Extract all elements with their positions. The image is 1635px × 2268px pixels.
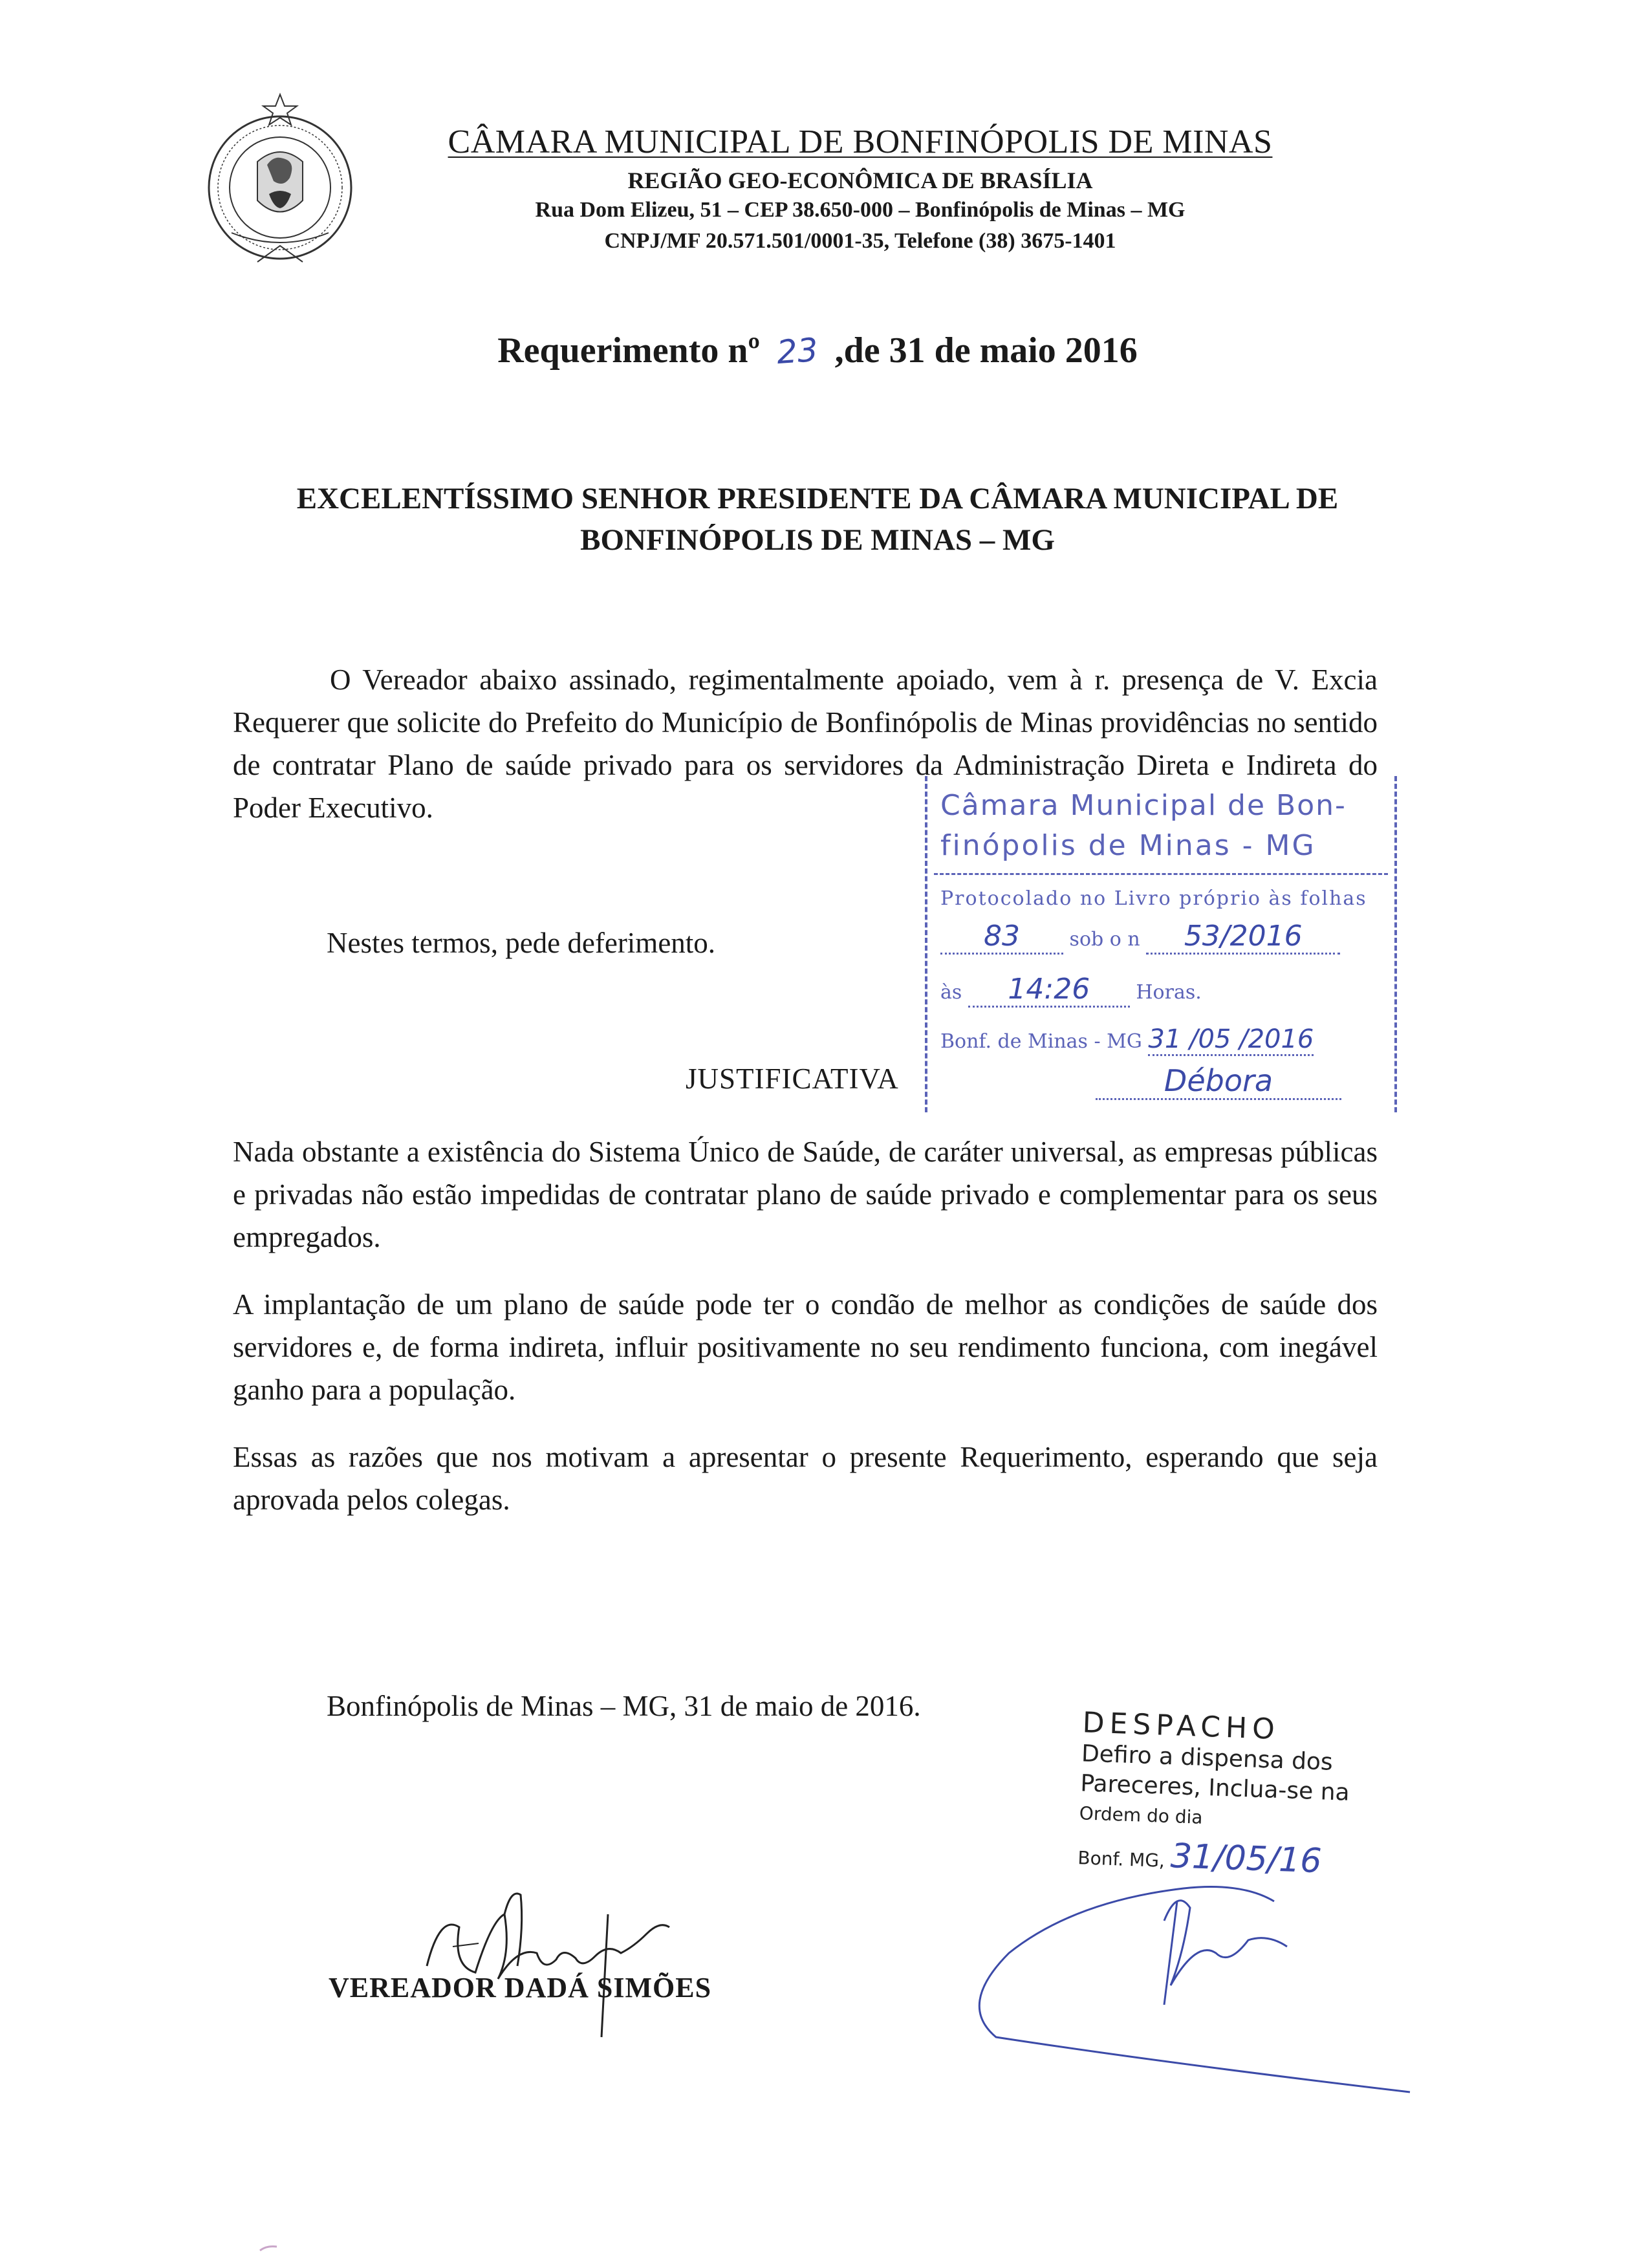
- stamp-rubrica: Débora: [1164, 1063, 1273, 1098]
- stamp-rubrica-row: [1096, 1063, 1341, 1100]
- requerimento-date: ,de 31 de maio 2016: [834, 330, 1138, 371]
- chamber-title: CÂMARA MUNICIPAL DE BONFINÓPOLIS DE MINAS: [448, 124, 1273, 160]
- councilor-signature: [414, 1875, 698, 2044]
- despacho-line-1: Defiro a dispensa dos: [1081, 1740, 1334, 1776]
- stamp-divider: [934, 873, 1388, 875]
- addressee-line-1: EXCELENTÍSSIMO SENHOR PRESIDENTE DA CÂMARA MUNICIPAL DE: [296, 482, 1339, 515]
- despacho-line-3: Ordem do dia: [1079, 1802, 1204, 1828]
- municipal-seal: [193, 91, 367, 278]
- stamp-as-label: às: [940, 981, 962, 1004]
- stamp-line-3: Protocolado no Livro próprio às folhas: [940, 887, 1367, 910]
- stamp-line-2: finópolis de Minas - MG: [940, 829, 1316, 862]
- despacho-title: DESPACHO: [1081, 1706, 1281, 1746]
- place-date-line: Bonfinópolis de Minas – MG, 31 de maio de 2016.: [327, 1690, 921, 1722]
- region-line: REGIÃO GEO-ECONÔMICA DE BRASÍLIA: [627, 167, 1093, 193]
- deferimento-line: Nestes termos, pede deferimento.: [327, 927, 716, 959]
- requerimento-number: 23: [775, 330, 819, 372]
- stamp-data: 31 /05 /2016: [1148, 1024, 1314, 1054]
- justification-paragraph-3: Essas as razões que nos motivam a apresentar o presente Requerimento, esperando que seja aprovada pelos colegas.: [233, 1441, 1378, 1516]
- protocol-stamp: [925, 776, 1397, 1112]
- justificativa-heading: JUSTIFICATIVA: [686, 1063, 899, 1095]
- requerimento-prefix: Requerimento nº: [497, 330, 760, 371]
- justification-paragraph-2: A implantação de um plano de saúde pode ter o condão de melhor as condições de saúde dos servidores e, de forma indireta, influir positivamente no seu rendimento funciona, com inegável ganho para a população.: [233, 1288, 1378, 1406]
- addressee-line-2: BONFINÓPOLIS DE MINAS – MG: [580, 523, 1055, 557]
- justification-paragraph-1: Nada obstante a existência do Sistema Único de Saúde, de caráter universal, as empresas públicas e privadas não estão impedidas de contratar plano de saúde privado e complementar para os seus empregados.: [233, 1136, 1378, 1253]
- president-signature: [970, 1863, 1423, 2108]
- requerimento-title: [0, 330, 1635, 371]
- despacho-bonf-label: Bonf. MG,: [1077, 1847, 1165, 1872]
- cnpj-phone-line: CNPJ/MF 20.571.501/0001-35, Telefone (38) 3675-1401: [604, 229, 1116, 253]
- despacho-block: [1077, 1706, 1446, 1885]
- stamp-bonf-label: Bonf. de Minas - MG: [940, 1030, 1142, 1053]
- stamp-date-row: [940, 1024, 1314, 1056]
- councilor-name: VEREADOR DADÁ SIMÕES: [329, 1972, 712, 2003]
- stamp-numero: 53/2016: [1184, 920, 1303, 953]
- stamp-registry-row: [940, 920, 1340, 955]
- stamp-time-row: [940, 973, 1202, 1008]
- despacho-line-2: Pareceres, Inclua-se na: [1079, 1770, 1350, 1806]
- stamp-folhas: 83: [984, 920, 1020, 953]
- stamp-line-1: Câmara Municipal de Bon-: [940, 789, 1347, 822]
- stray-mark: [259, 2244, 278, 2252]
- stamp-horas-label: Horas.: [1136, 981, 1202, 1004]
- despacho-date: 31/05/16: [1169, 1837, 1323, 1881]
- stamp-hora: 14:26: [1008, 973, 1090, 1006]
- request-paragraph: O Vereador abaixo assinado, regimentalmente apoiado, vem à r. presença de V. Excia Requerer que solicite do Prefeito do Município de Bonfinópolis de Minas providências no sentido de contratar Plano de saúde privado para os servidores da Administração Direta e Indireta do Poder Executivo.: [233, 664, 1378, 824]
- address-line: Rua Dom Elizeu, 51 – CEP 38.650-000 – Bonfinópolis de Minas – MG: [535, 198, 1186, 222]
- stamp-sob-label: sob o n: [1069, 928, 1140, 951]
